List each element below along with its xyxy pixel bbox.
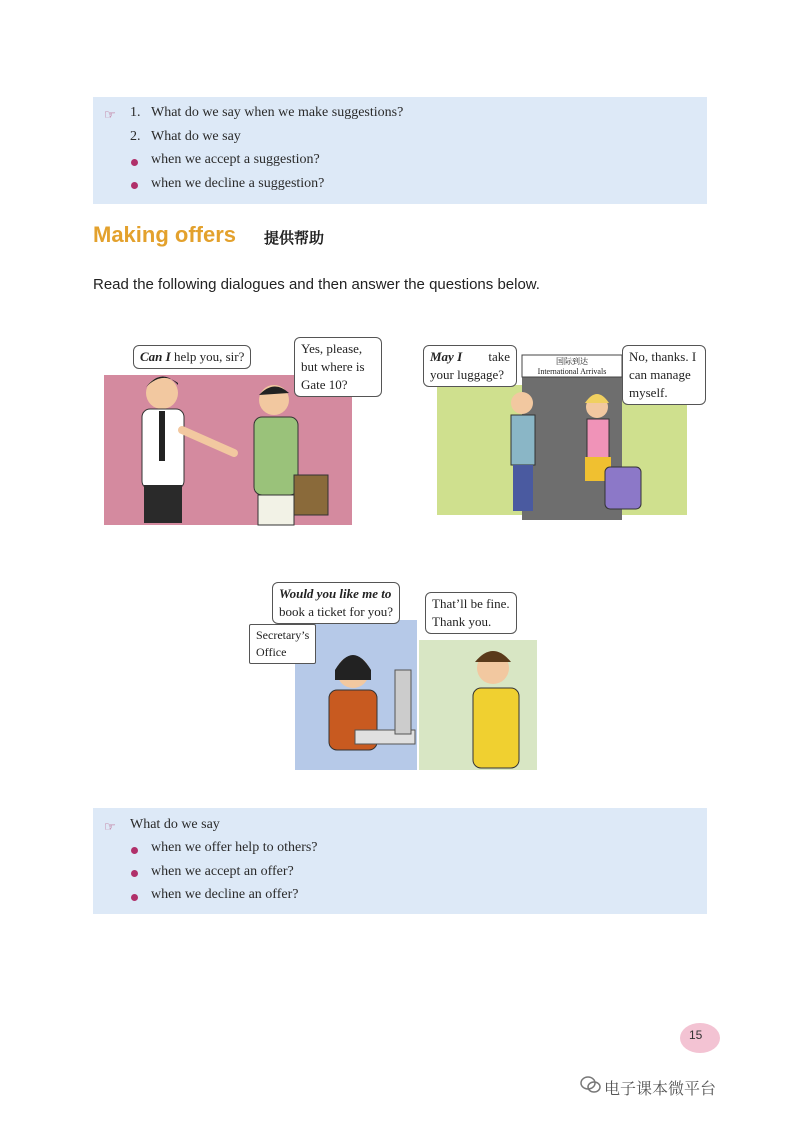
bubble-line: your luggage? (430, 367, 505, 382)
question-2-bullet-accept: when we accept a suggestion? (151, 152, 320, 167)
page-number: 15 (689, 1028, 703, 1042)
bubble-line: can manage (629, 367, 691, 382)
bubble-bold-text: May I (430, 349, 463, 364)
bullet-icon (131, 182, 138, 189)
bubble-line: Gate 10? (301, 377, 348, 392)
bubble-text: take (488, 349, 510, 364)
speech-bubble-thats-fine (425, 592, 517, 634)
question-bullet-accept: when we accept an offer? (151, 864, 294, 879)
phone-booking-illustration (295, 610, 540, 772)
question-lead-text: What do we say (130, 817, 220, 832)
sign-english-text: International Arrivals (537, 367, 607, 376)
section-title-chinese: 提供帮助 (264, 229, 325, 247)
question-bullet-decline: when we decline an offer? (151, 887, 299, 902)
office-sign (249, 624, 316, 664)
sign-line: Secretary’s (256, 628, 310, 642)
arrivals-sign (524, 356, 620, 376)
wechat-icon (580, 1076, 602, 1094)
section-title: Making offers (93, 222, 237, 247)
pointing-hand-icon: ☞ (104, 107, 116, 122)
bubble-line: book a ticket for you? (279, 604, 394, 619)
question-1-text: What do we say when we make suggestions? (151, 105, 404, 120)
bubble-bold-text: Can I (140, 349, 171, 364)
bubble-text: help you, sir? (173, 349, 245, 364)
bubble-line: myself. (629, 385, 668, 400)
watermark-text: 电子课本微平台 (604, 1079, 717, 1098)
speech-bubble-book-ticket (272, 582, 400, 624)
bubble-line: Thank you. (432, 614, 492, 629)
question-1-number: 1. (130, 105, 141, 120)
bubble-line: Yes, please, (301, 341, 363, 356)
question-2-text: What do we say (151, 129, 241, 144)
sign-line: Office (256, 645, 287, 659)
bubble-line: No, thanks. I (629, 349, 697, 364)
bubble-bold-text: Would you like me to (279, 586, 392, 601)
bullet-icon (131, 894, 138, 901)
question-bullet-offer: when we offer help to others? (151, 840, 318, 855)
bullet-icon (131, 159, 138, 166)
question-2-number: 2. (130, 129, 141, 144)
speech-bubble-can-i-help (133, 345, 251, 369)
bubble-line: That’ll be fine. (432, 596, 510, 611)
question-2-bullet-decline: when we decline a suggestion? (151, 176, 325, 191)
speech-bubble-gate-10 (294, 337, 382, 397)
bubble-line: but where is (301, 359, 365, 374)
speech-bubble-no-thanks (622, 345, 706, 405)
bullet-icon (131, 847, 138, 854)
speech-bubble-take-luggage (423, 345, 517, 387)
instruction-text: Read the following dialogues and then answer the questions below. (93, 276, 540, 293)
pointing-hand-icon: ☞ (104, 819, 116, 834)
bullet-icon (131, 870, 138, 877)
sign-chinese-text: 国际到达 (556, 357, 588, 366)
